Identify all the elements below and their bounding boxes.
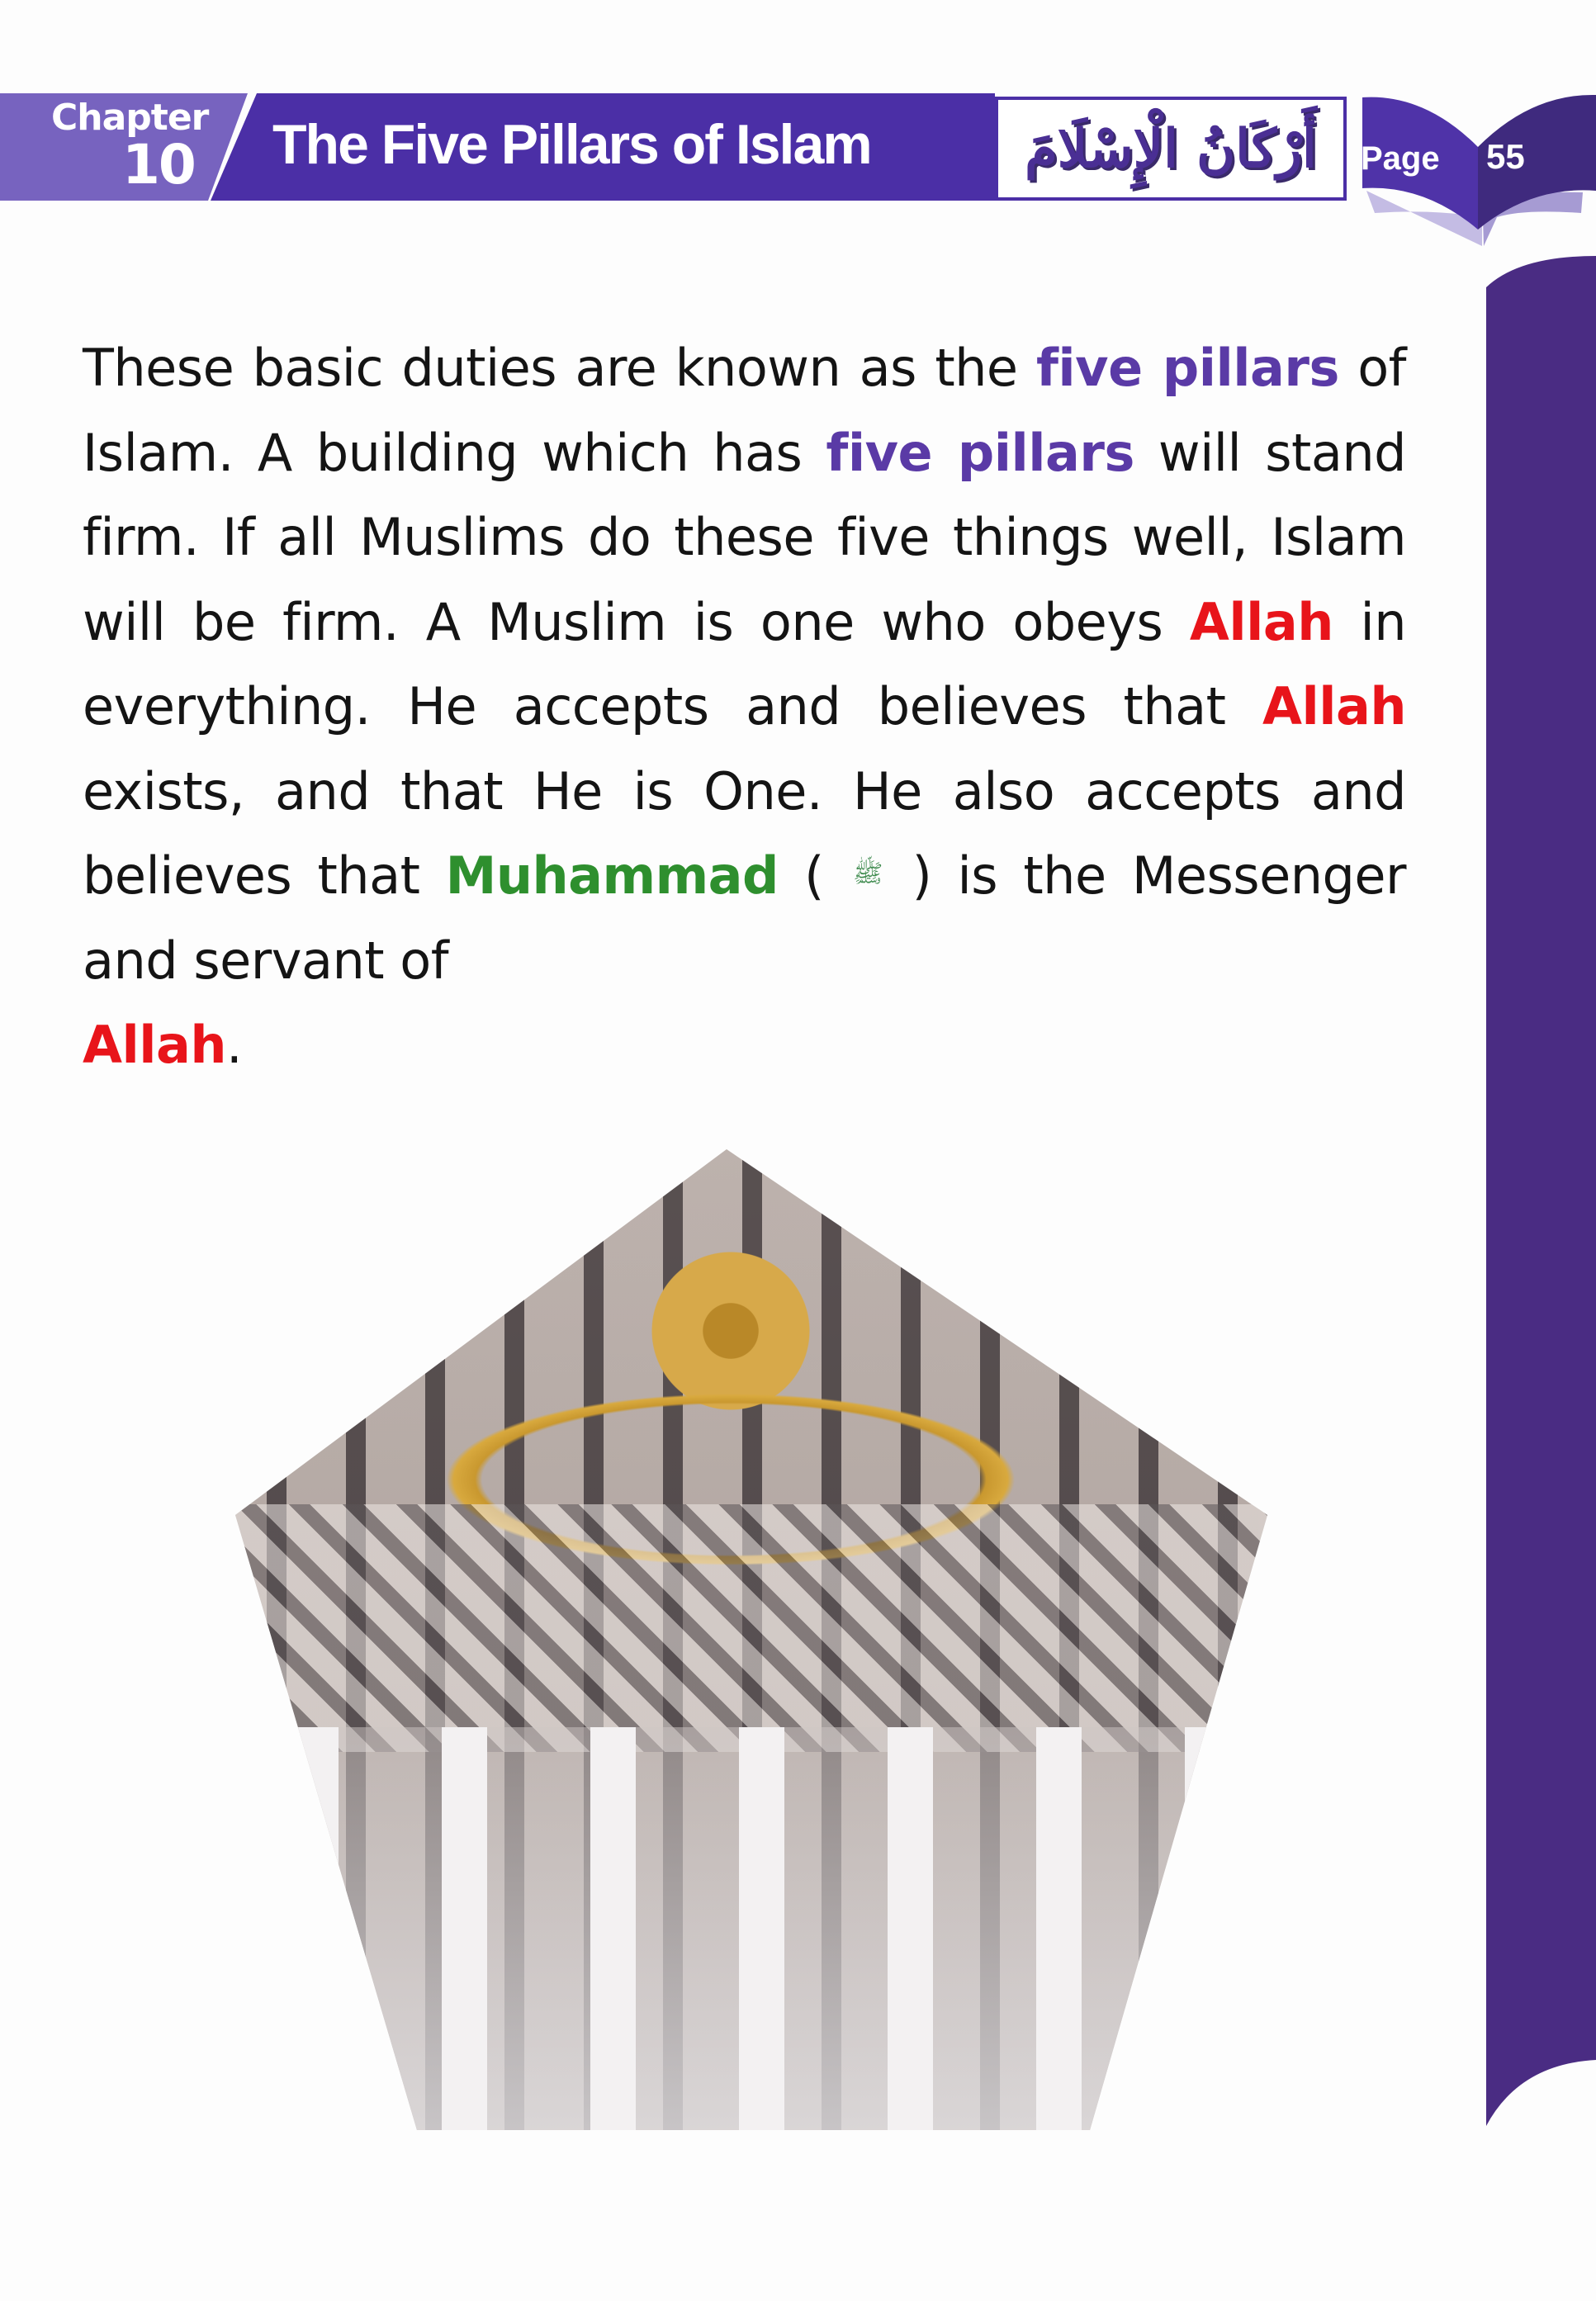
highlight-allah: Allah [83, 1015, 226, 1075]
text-segment: ( [778, 845, 850, 906]
chapter-label: Chapter [51, 97, 209, 139]
arabic-title: أَرْكَانُ الْإِسْلَامَ [1025, 117, 1317, 180]
highlight-five-pillars: five pillars [826, 422, 1134, 483]
columns-pattern [235, 1727, 1267, 2130]
chapter-title: The Five Pillars of Islam [272, 113, 871, 176]
chapter-number: 10 [122, 133, 195, 196]
body-paragraph [83, 326, 1406, 1088]
highlight-muhammad: Muhammad [445, 845, 779, 906]
text-segment: . [225, 1015, 243, 1075]
text-segment: in everything. He accepts and believes that [83, 591, 1406, 736]
page-label: Page [1361, 140, 1440, 177]
page-number: 55 [1486, 137, 1525, 176]
salawat-calligraphy-icon: ﷺ [853, 859, 883, 888]
text-segment: ) is the Messenger and servant of [83, 845, 1407, 991]
chapter-header [0, 93, 1347, 201]
text-segment: of Islam. A building which has [83, 338, 1406, 483]
highlight-allah: Allah [1189, 591, 1333, 652]
mosque-interior-image [235, 1149, 1267, 2130]
highlight-allah: Allah [1262, 676, 1406, 736]
highlight-five-pillars: five pillars [1035, 338, 1339, 398]
side-edge-band [1486, 256, 1596, 2126]
arches-pattern [235, 1504, 1267, 1752]
text-segment: exists, and that He is One. He also accepts and believes that [83, 760, 1406, 906]
arabic-title-box [995, 97, 1347, 201]
text-segment: These basic duties are known as the [83, 338, 1036, 398]
text-segment: will stand firm. If all Muslims do these five things well, Islam will be firm. A Muslim is one who obeys [83, 422, 1407, 652]
